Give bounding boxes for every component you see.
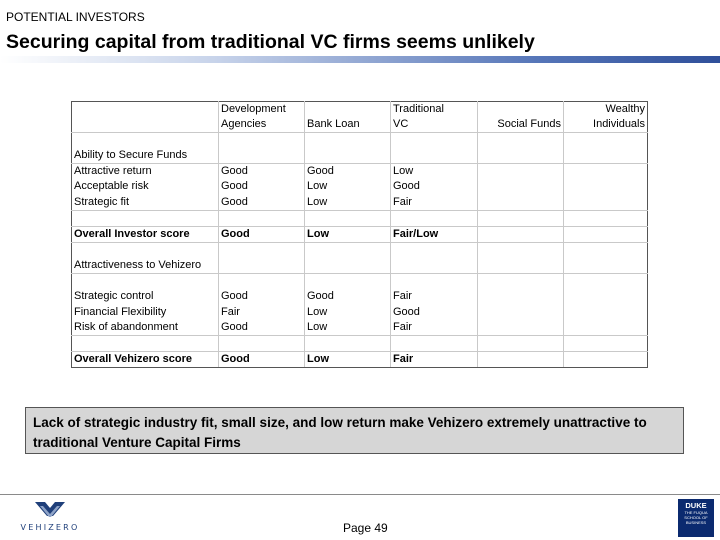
title-underline	[0, 56, 720, 63]
row-label: Strategic fit	[72, 195, 219, 211]
header-cell: Wealthy Individuals	[564, 102, 648, 133]
score-cell	[564, 352, 648, 368]
table-cell: Good	[305, 164, 391, 180]
section-heading: Ability to Secure Funds	[72, 148, 219, 164]
table-cell: Good	[219, 195, 305, 211]
table-cell: Fair	[391, 320, 478, 336]
vehizero-score-row	[72, 352, 648, 368]
score-cell: Good	[219, 226, 305, 242]
investor-score-row	[72, 226, 648, 242]
table-cell	[564, 305, 648, 320]
table-cell	[478, 289, 564, 304]
score-cell: Low	[305, 226, 391, 242]
vehizero-logo	[14, 499, 86, 535]
table-cell: Good	[391, 305, 478, 320]
row-label: Risk of abandonment	[72, 320, 219, 336]
row-label: Attractive return	[72, 164, 219, 180]
row-label: Strategic control	[72, 289, 219, 304]
table-cell	[478, 179, 564, 194]
table-cell: Low	[391, 164, 478, 180]
table-header-row	[72, 102, 648, 133]
spacer-row	[72, 133, 648, 148]
investor-comparison-table	[71, 101, 648, 368]
table-cell: Good	[219, 320, 305, 336]
row-label: Financial Flexibility	[72, 305, 219, 320]
logo-text: VEHIZERO	[20, 523, 80, 532]
header-cell	[72, 102, 219, 133]
score-cell	[478, 226, 564, 242]
header-cell: Traditional VC	[391, 102, 478, 133]
page-number: Page 49	[343, 521, 388, 535]
header-cell: Bank Loan	[305, 102, 391, 133]
page-title: Securing capital from traditional VC firms seems unlikely	[6, 31, 535, 53]
section-heading-row	[72, 258, 648, 274]
table-cell	[564, 195, 648, 211]
table-cell: Low	[305, 179, 391, 194]
table-cell	[564, 164, 648, 180]
spacer-row	[72, 336, 648, 352]
table-row	[72, 179, 648, 194]
section-label: POTENTIAL INVESTORS	[6, 10, 145, 24]
table-cell: Low	[305, 195, 391, 211]
score-cell: Fair	[391, 352, 478, 368]
table-cell: Good	[219, 164, 305, 180]
table-cell: Low	[305, 320, 391, 336]
table-cell: Fair	[391, 289, 478, 304]
row-label: Acceptable risk	[72, 179, 219, 194]
table-cell	[478, 195, 564, 211]
table-cell	[564, 179, 648, 194]
row-label: Overall Investor score	[72, 226, 219, 242]
table-cell	[564, 320, 648, 336]
score-cell: Fair/Low	[391, 226, 478, 242]
header-cell: Development Agencies	[219, 102, 305, 133]
table-cell	[478, 305, 564, 320]
table-cell	[478, 164, 564, 180]
score-cell: Low	[305, 352, 391, 368]
spacer-row	[72, 274, 648, 289]
table-row	[72, 305, 648, 320]
table-cell: Good	[391, 179, 478, 194]
spacer-row	[72, 211, 648, 227]
table-cell: Good	[305, 289, 391, 304]
table-cell: Fair	[391, 195, 478, 211]
table-row	[72, 164, 648, 180]
table-cell: Low	[305, 305, 391, 320]
section-heading-row	[72, 148, 648, 164]
section-heading: Attractiveness to Vehizero	[72, 258, 219, 274]
table-cell: Fair	[219, 305, 305, 320]
score-cell: Good	[219, 352, 305, 368]
table-row	[72, 320, 648, 336]
spacer-row	[72, 243, 648, 258]
table-row	[72, 289, 648, 304]
table-cell	[478, 320, 564, 336]
table-cell	[564, 289, 648, 304]
conclusion-callout: Lack of strategic industry fit, small size, and low return make Vehizero extremely unattractive to traditional Venture Capital Firms	[25, 407, 684, 454]
duke-logo: DUKE THE FUQUA SCHOOL OF BUSINESS	[678, 499, 714, 537]
table-cell: Good	[219, 289, 305, 304]
header-cell: Social Funds	[478, 102, 564, 133]
score-cell	[564, 226, 648, 242]
score-cell	[478, 352, 564, 368]
footer-divider	[0, 494, 720, 495]
row-label: Overall Vehizero score	[72, 352, 219, 368]
table-cell: Good	[219, 179, 305, 194]
table-row	[72, 195, 648, 211]
